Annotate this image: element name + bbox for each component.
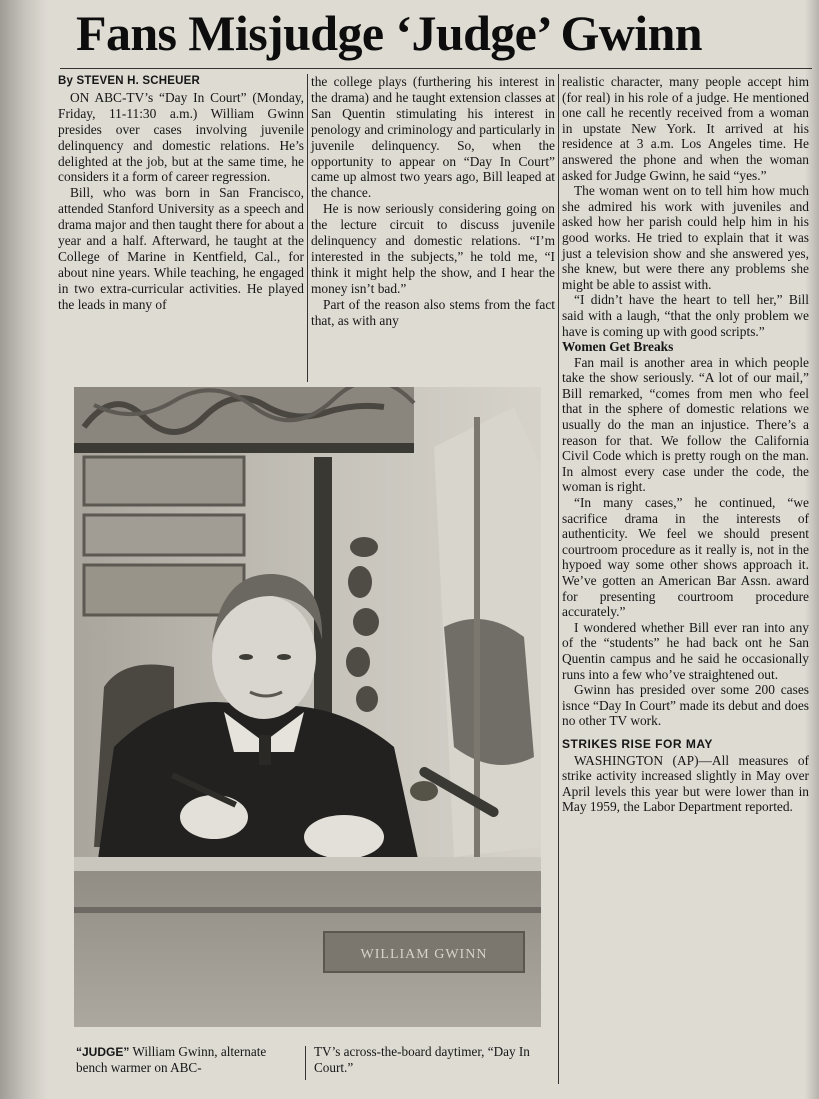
subhead-strikes: STRIKES RISE FOR MAY	[562, 736, 713, 751]
byline: By STEVEN H. SCHEUER	[58, 75, 201, 87]
column-rule	[558, 74, 559, 1084]
paragraph: realistic character, many people accept him (for real) in his role of a judge. He mentioned one call he recently received from a woman in upstate New York. It arrived at his residence at 3 a.m. Los Angeles time. He answered the phone and when the woman asked for Judge Gwinn, he said “yes.”	[562, 74, 809, 183]
caption-text: TV’s across-the-board daytimer, “Day In Court.”	[314, 1044, 530, 1075]
paragraph: He is now seriously considering going on the lecture circuit to discuss juvenile delinquency and domestic relations. “I’m interested in the subjects,” he told me, “I think it might help the show, and I hear the money isn’t bad.”	[311, 201, 555, 296]
paragraph: Bill, who was born in San Francisco, attended Stanford University as a speech and drama major and then taught there for about a year and a half. Afterward, he taught at the College of Marine in Kentfield, Cal., for about nine years. While teaching, he engaged in two extra-curricular activities. He played the leads in many of	[58, 185, 304, 312]
caption-text: William Gwinn, alternate bench warmer on ABC-	[76, 1044, 267, 1075]
paragraph: Part of the reason also stems from the fact that, as with any	[311, 296, 555, 328]
paragraph: Gwinn has presided over some 200 cases isnce “Day In Court” made its debut and does no other TV work.	[562, 682, 809, 729]
article-column-2	[311, 74, 555, 329]
caption-rule	[305, 1046, 306, 1080]
paragraph: “In many cases,” he continued, “we sacrifice drama in the interests of authenticity. We feel we should present courtroom procedure as it really is, not in the hypoed way some other shows approach it. We’ve gotten an American Bar Assn. award for presenting courtroom procedure accurately.”	[562, 495, 809, 620]
judge-photo	[74, 387, 541, 1027]
paragraph: The woman went on to tell him how much she admired his work with juveniles and asked how her parish could help him in his good works. He tried to explain that it was just a television show and she answered yes, she knew, but were there any problems she might be able to assist with.	[562, 183, 809, 292]
nameplate-text: WILLIAM GWINN	[360, 947, 488, 962]
page-edge-shadow	[0, 0, 48, 1099]
paragraph: Fan mail is another area in which people take the show seriously. “A lot of our mail,” Bill remarked, “comes from men who feel that in the sphere of domestic relations we usually do the man an injustice. There’s a reason for that. We follow the California Civil Code which is pretty rough on the man. In almost every case under the code, the woman is right.	[562, 354, 809, 495]
caption-lead: “JUDGE”	[76, 1045, 130, 1059]
subhead: Women Get Breaks	[562, 339, 674, 355]
paragraph: WASHINGTON (AP)—All measures of strike activity increased slightly in May over April levels this year but were lower than in May 1959, the Labor Department reported.	[562, 752, 809, 815]
paragraph: “I didn’t have the heart to tell her,” Bill said with a laugh, “that the only problem we have is coming up with good scripts.”	[562, 292, 809, 339]
headline: Fans Misjudge ‘Judge’ Gwinn	[76, 5, 703, 61]
column-rule	[307, 74, 308, 382]
photo-caption-left	[76, 1044, 298, 1076]
paragraph: ON ABC-TV’s “Day In Court” (Monday, Friday, 11-11:30 a.m.) William Gwinn presides over cases involving juvenile delinquency and domestic relations. He’s delighted at the job, but at the same time, he considers it a form of career regression.	[58, 89, 304, 185]
paragraph: I wondered whether Bill ever ran into any of the “students” he had back ont he San Quentin campus and he said he occasionally runs into a few who’ve straightened out.	[562, 619, 809, 682]
headline-rule	[60, 68, 812, 69]
article-column-1	[58, 74, 304, 313]
paragraph: the college plays (furthering his interest in the drama) and he taught extension classes at San Quentin stimulating his interest in penology and criminology and particularly in juvenile delinquency. So, when the opportunity to appear on “Day In Court” came up almost two years ago, Bill leaped at the chance.	[311, 74, 555, 201]
judge-photo-image	[74, 387, 541, 1027]
article-column-3	[562, 74, 809, 815]
photo-caption-right	[314, 1044, 554, 1076]
